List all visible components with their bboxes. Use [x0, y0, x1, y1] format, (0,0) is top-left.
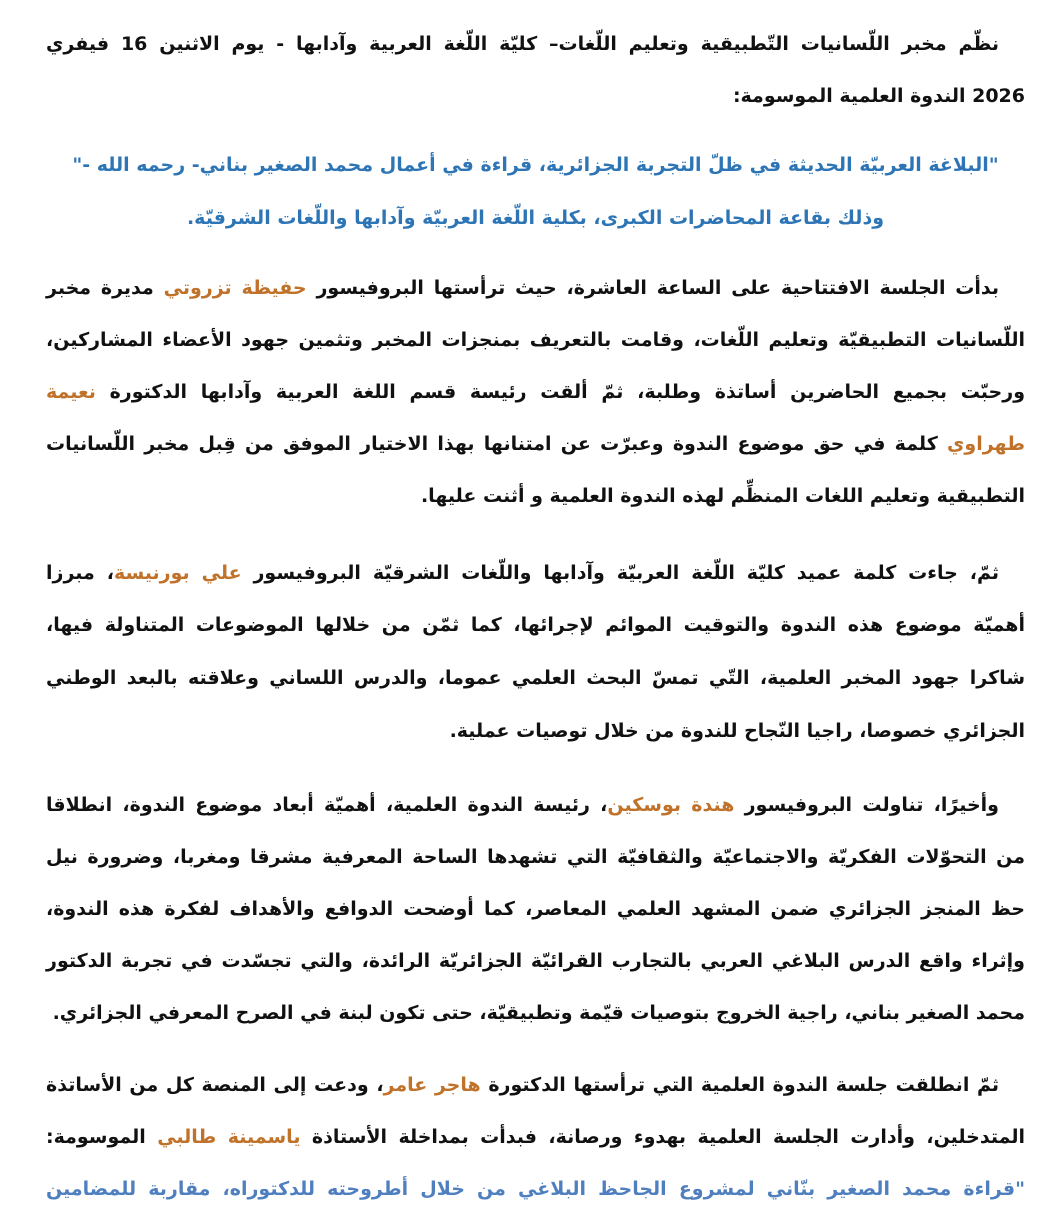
text-segment: كلمة في حق موضوع الندوة وعبرّت عن امتنانها بهذا الاختيار الموفق من قِبل مخبر اللّسانيات	[46, 433, 947, 455]
text-segment: ، رئيسة الندوة العلمية، أهميّة أبعاد موضوع الندوة، انطلاقا	[46, 794, 608, 816]
text-line	[46, 320, 1025, 360]
text-line	[46, 476, 1025, 516]
text-segment: المتدخلين، وأدارت الجلسة العلمية بهدوء ورصانة، فبدأت بمداخلة الأستاذة	[300, 1126, 1025, 1148]
text-segment: من التحوّلات الفكريّة والاجتماعيّة والثقافيّة التي تشهدها الساحة المعرفية مشرقا ومغربا، وضرورة نيل	[46, 846, 1025, 868]
text-line	[46, 889, 1025, 929]
text-line	[46, 941, 1025, 981]
text-segment: اللّسانيات التطبيقيّة وتعليم اللّغات، وقامت بالتعريف بمنجزات المخبر وتثمين جهود الأعضاء المشاركين،	[46, 329, 1025, 351]
seminar-title: "البلاغة العربيّة الحديثة في ظلّ التجربة الجزائرية، قراءة في أعمال محمد الصغير بناني- رحمه الله -"	[72, 154, 999, 176]
text-line	[46, 837, 1025, 877]
text-segment: ، مبرزا	[46, 562, 114, 584]
text-segment: محمد الصغير بناني، راجية الخروج بتوصيات قيّمة وتطبيقيّة، حتى تكون لبنة في الصرح المعرفي الجزائري.	[52, 1002, 1025, 1024]
text-segment: مديرة مخبر	[46, 277, 164, 299]
text-line	[46, 993, 1025, 1033]
text-segment: الجزائري خصوصا، راجيا النّجاح للندوة من خلال توصيات عملية.	[449, 720, 1025, 742]
person-name: ياسمينة طالبي	[157, 1126, 301, 1148]
text-segment: ورحبّت بجميع الحاضرين أساتذة وطلبة، ثمّ ألقت رئيسة قسم اللغة العربية وآدابها الدكتورة	[95, 381, 1025, 403]
text-segment: وأخيرًا، تناولت البروفيسور	[734, 794, 999, 816]
text-line	[46, 711, 1025, 751]
person-name: نعيمة	[46, 381, 96, 403]
text-line	[46, 268, 1025, 308]
text-segment: التطبيقية وتعليم اللغات المنظِّم لهذه الندوة العلمية و أثنت عليها.	[420, 485, 1025, 507]
text-line	[46, 785, 1025, 825]
text-line	[46, 76, 1025, 116]
text-line	[46, 553, 1025, 593]
text-segment: الموسومة:	[46, 1126, 158, 1148]
person-name: طهراوي	[947, 433, 1025, 455]
text-segment: نظّم مخبر اللّسانيات التّطبيقية وتعليم اللّغات– كليّة اللّغة العربية وآدابها - يوم الاثنين 16 فيفري	[46, 33, 999, 55]
text-segment: حظ المنجز الجزائري ضمن المشهد العلمي المعاصر، كما أوضحت الدوافع والأهداف لفكرة هذه الندوة،	[46, 898, 1025, 920]
text-line	[46, 424, 1025, 464]
text-line	[46, 1117, 1025, 1157]
text-line	[46, 372, 1025, 412]
text-line	[46, 145, 1025, 185]
text-line	[46, 1169, 1025, 1209]
text-line	[46, 605, 1025, 645]
text-line	[46, 24, 1025, 64]
person-name: حفيظة تزروتي	[163, 277, 307, 299]
text-segment: 2026 الندوة العلمية الموسومة:	[732, 85, 1025, 107]
person-name: علي بورنيسة	[113, 562, 242, 584]
person-name: هندة بوسكين	[607, 794, 735, 816]
text-segment: ثمّ انطلقت جلسة الندوة العلمية التي ترأستها الدكتورة	[480, 1074, 999, 1096]
text-segment: أهميّة موضوع هذه الندوة والتوقيت الموائم لإجرائها، كما ثمّن من خلالها الموضوعات المتناولة فيها،	[46, 614, 1025, 636]
text-segment: وإثراء واقع الدرس البلاغي العربي بالتجارب القرائيّة الجزائريّة الرائدة، والتي تجسّدت في تجربة الدكتور	[46, 950, 1025, 972]
text-line	[46, 658, 1025, 698]
text-segment: شاكرا جهود المخبر العلمية، التّي تمسّ البحث العلمي عموما، والدرس اللساني وعلاقته بالبعد الوطني	[46, 667, 1025, 689]
text-segment: ثمّ، جاءت كلمة عميد كليّة اللّغة العربيّة وآدابها واللّغات الشرقيّة البروفيسور	[241, 562, 999, 584]
text-segment: ، ودعت إلى المنصة كل من الأساتذة	[46, 1074, 384, 1096]
text-line	[46, 198, 1025, 238]
person-name: هاجر عامر	[383, 1074, 481, 1096]
paper-title: "قراءة محمد الصغير بنّاني لمشروع الجاحظ البلاغي من خلال أطروحته للدكتوراه، مقاربة للمضامين	[46, 1178, 1025, 1200]
text-segment: بدأت الجلسة الافتتاحية على الساعة العاشرة، حيث ترأستها البروفيسور	[306, 277, 1000, 299]
text-line	[46, 1065, 1025, 1105]
seminar-title: وذلك بقاعة المحاضرات الكبرى، بكلية اللّغة العربيّة وآدابها واللّغات الشرقيّة.	[186, 207, 885, 229]
